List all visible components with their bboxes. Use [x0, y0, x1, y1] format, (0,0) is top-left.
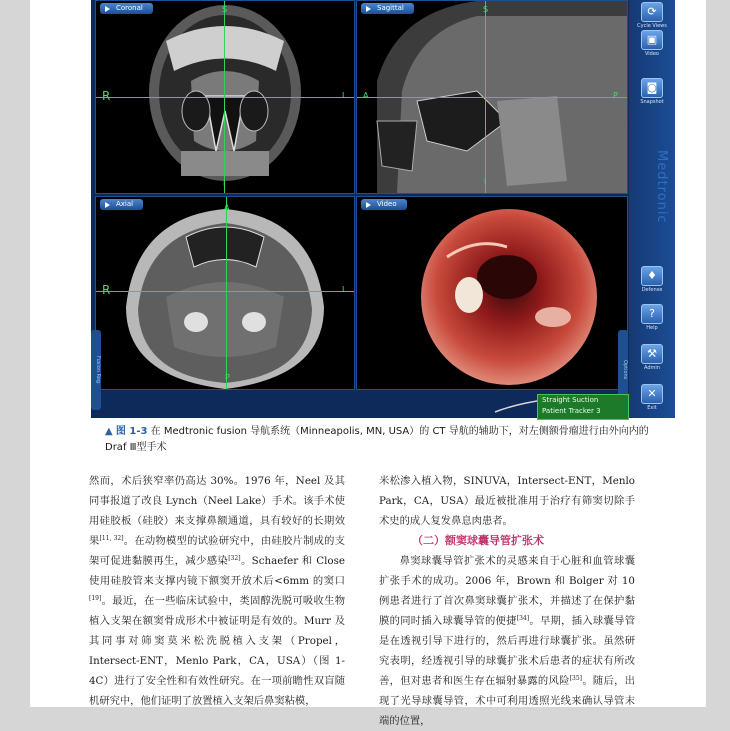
axial-crosshair-v: [224, 197, 230, 389]
text-segment: 。在动物模型的试验研究中，由硅胶片制成的支架可促进黏膜再生，减少感染: [89, 535, 346, 567]
sagittal-label-right: P: [613, 91, 618, 100]
right-paragraph-1: 米松渗入植入物，SINUVA，Intersect-ENT，Menlo Park，CA，USA）最近被批准用于治疗有筛窦切除手术史的成人复发鼻息肉患者。: [379, 475, 635, 527]
instrument-name: Straight Suction: [542, 396, 599, 404]
coronal-label-bottom: I: [223, 179, 226, 188]
tracker-name: Patient Tracker 3: [542, 407, 601, 415]
sagittal-crosshair-h: [357, 97, 627, 98]
left-side-tab[interactable]: [91, 330, 101, 410]
text-segment: 然而，术后狭窄率仍高达 30%。1976 年，Neel 及其同事报道了改良 Lynch（Neel Lake）手术。该手术使用硅胶板（硅胶）来支撑鼻额通道，具有较好的长期效果: [89, 475, 345, 547]
citation: [32]: [228, 555, 241, 562]
defense-button[interactable]: [636, 266, 668, 294]
axial-ct-image: [96, 197, 354, 389]
figure-number: 图 1-3: [115, 426, 148, 437]
text-segment: 。随后，出现了光导球囊导管，术中可利用透照光线来确认导管末端的位置，: [379, 675, 636, 727]
sagittal-view-pane[interactable]: [356, 0, 628, 194]
snapshot-label: Snapshot: [640, 99, 664, 105]
defense-label: Defense: [641, 287, 663, 293]
text-segment: 。最近，在一些临床试验中，类固醇洗脱可吸收生物植入支架在额窦骨成形术中被证明是有效的。Murr 及其同事对筛窦莫米松洗脱植入支架（Propel，Intersect-ENT，Menlo Park，CA，USA）（图 1-4C）进行了安全性和有效性研究。在一项前瞻性双盲随机研究中，他们证明了放置植入支架后鼻窦粘模，: [89, 595, 345, 707]
caption-marker: ▲: [105, 426, 113, 437]
coronal-label-top: S: [222, 5, 228, 14]
defense-icon: ♦: [641, 266, 663, 286]
sagittal-crosshair-v: [483, 1, 489, 193]
axial-tab-label: Axial: [116, 200, 134, 208]
help-icon: ?: [641, 304, 663, 324]
coronal-crosshair-v: [222, 1, 228, 193]
left-paragraph: [89, 471, 345, 711]
right-side-tab-label: Options: [622, 360, 628, 380]
axial-crosshair-h: [96, 291, 354, 292]
sagittal-label-bottom: I: [484, 177, 487, 186]
help-label: Help: [646, 325, 658, 331]
video-tab-label: Video: [377, 200, 397, 208]
caption-text: 在 Medtronic fusion 导航系统（Minneapolis, MN, USA）的 CT 导航的辅助下，对左侧额骨瘤进行由外向内的 Draf Ⅲ型手术: [105, 426, 649, 453]
sagittal-tab-label: Sagittal: [377, 4, 404, 12]
axial-label-left: R: [102, 283, 111, 297]
coronal-label-left: R: [102, 89, 111, 103]
axial-label-bottom: P: [225, 373, 230, 382]
video-label: Video: [644, 51, 659, 57]
right-text-column: [379, 471, 635, 731]
text-segment: 。早期，插入球囊导管是在透视引导下进行的，然后再进行球囊扩张。虽然研究表明，经透视引导的球囊扩张术后患者的症状有所改善，但对患者和医生存在辐射暴露的风险: [379, 615, 636, 687]
admin-label: Admin: [644, 365, 660, 371]
coronal-view-pane[interactable]: [95, 0, 355, 194]
book-page: [30, 0, 706, 727]
citation: [19]: [89, 595, 102, 602]
axial-view-pane[interactable]: [95, 196, 355, 390]
right-paragraph-2: [379, 551, 635, 731]
medtronic-brand-logo: Medtronic: [654, 150, 669, 224]
admin-icon: ⚒: [641, 344, 663, 364]
citation: [11, 32]: [99, 535, 124, 542]
help-button[interactable]: [636, 304, 668, 332]
exit-button[interactable]: [636, 384, 668, 412]
endoscopic-video-image: [357, 197, 627, 389]
left-side-tab-label: Fusion Reg.: [95, 355, 101, 385]
video-icon: ▣: [641, 30, 663, 50]
figure-caption: [105, 424, 665, 456]
section-heading: （二）额窦球囊导管扩张术: [412, 534, 544, 547]
sagittal-label-left: A: [363, 91, 369, 100]
text-segment: 。Schaefer 和 Close 使用硅胶管来支撑内镜下额窦开放术后<6mm 的窦口: [89, 555, 346, 587]
citation: [35]: [569, 675, 583, 682]
exit-icon: ✕: [641, 384, 663, 404]
video-button[interactable]: [636, 30, 668, 58]
snapshot-button[interactable]: [636, 78, 668, 106]
snapshot-icon: ◙: [641, 78, 663, 98]
sagittal-label-top: S: [483, 5, 489, 14]
coronal-crosshair-h: [96, 97, 354, 98]
left-text-column: [89, 471, 345, 711]
cycle-views-label: Cycle Views: [637, 23, 667, 29]
cycle-views-icon: ⟳: [641, 2, 663, 22]
cycle-views-button[interactable]: [636, 2, 668, 30]
video-view-pane[interactable]: [356, 196, 628, 390]
navigation-screenshot-figure: [91, 0, 675, 418]
coronal-label-right: L: [342, 91, 347, 100]
exit-label: Exit: [647, 405, 657, 411]
admin-button[interactable]: [636, 344, 668, 372]
axial-label-top: A: [224, 203, 230, 212]
coronal-tab-label: Coronal: [116, 4, 143, 12]
axial-label-right: L: [342, 285, 347, 294]
text-segment: 鼻窦球囊导管扩张术的灵感来自于心脏和血管球囊扩张手术的成功。2006 年，Brown 和 Bolger 对 10 例患者进行了首次鼻窦球囊扩张术，并描述了在保护黏膜的同时插入球囊导管的便捷: [379, 555, 635, 627]
citation: [34]: [516, 615, 530, 622]
tracker-status-box: [537, 394, 629, 420]
